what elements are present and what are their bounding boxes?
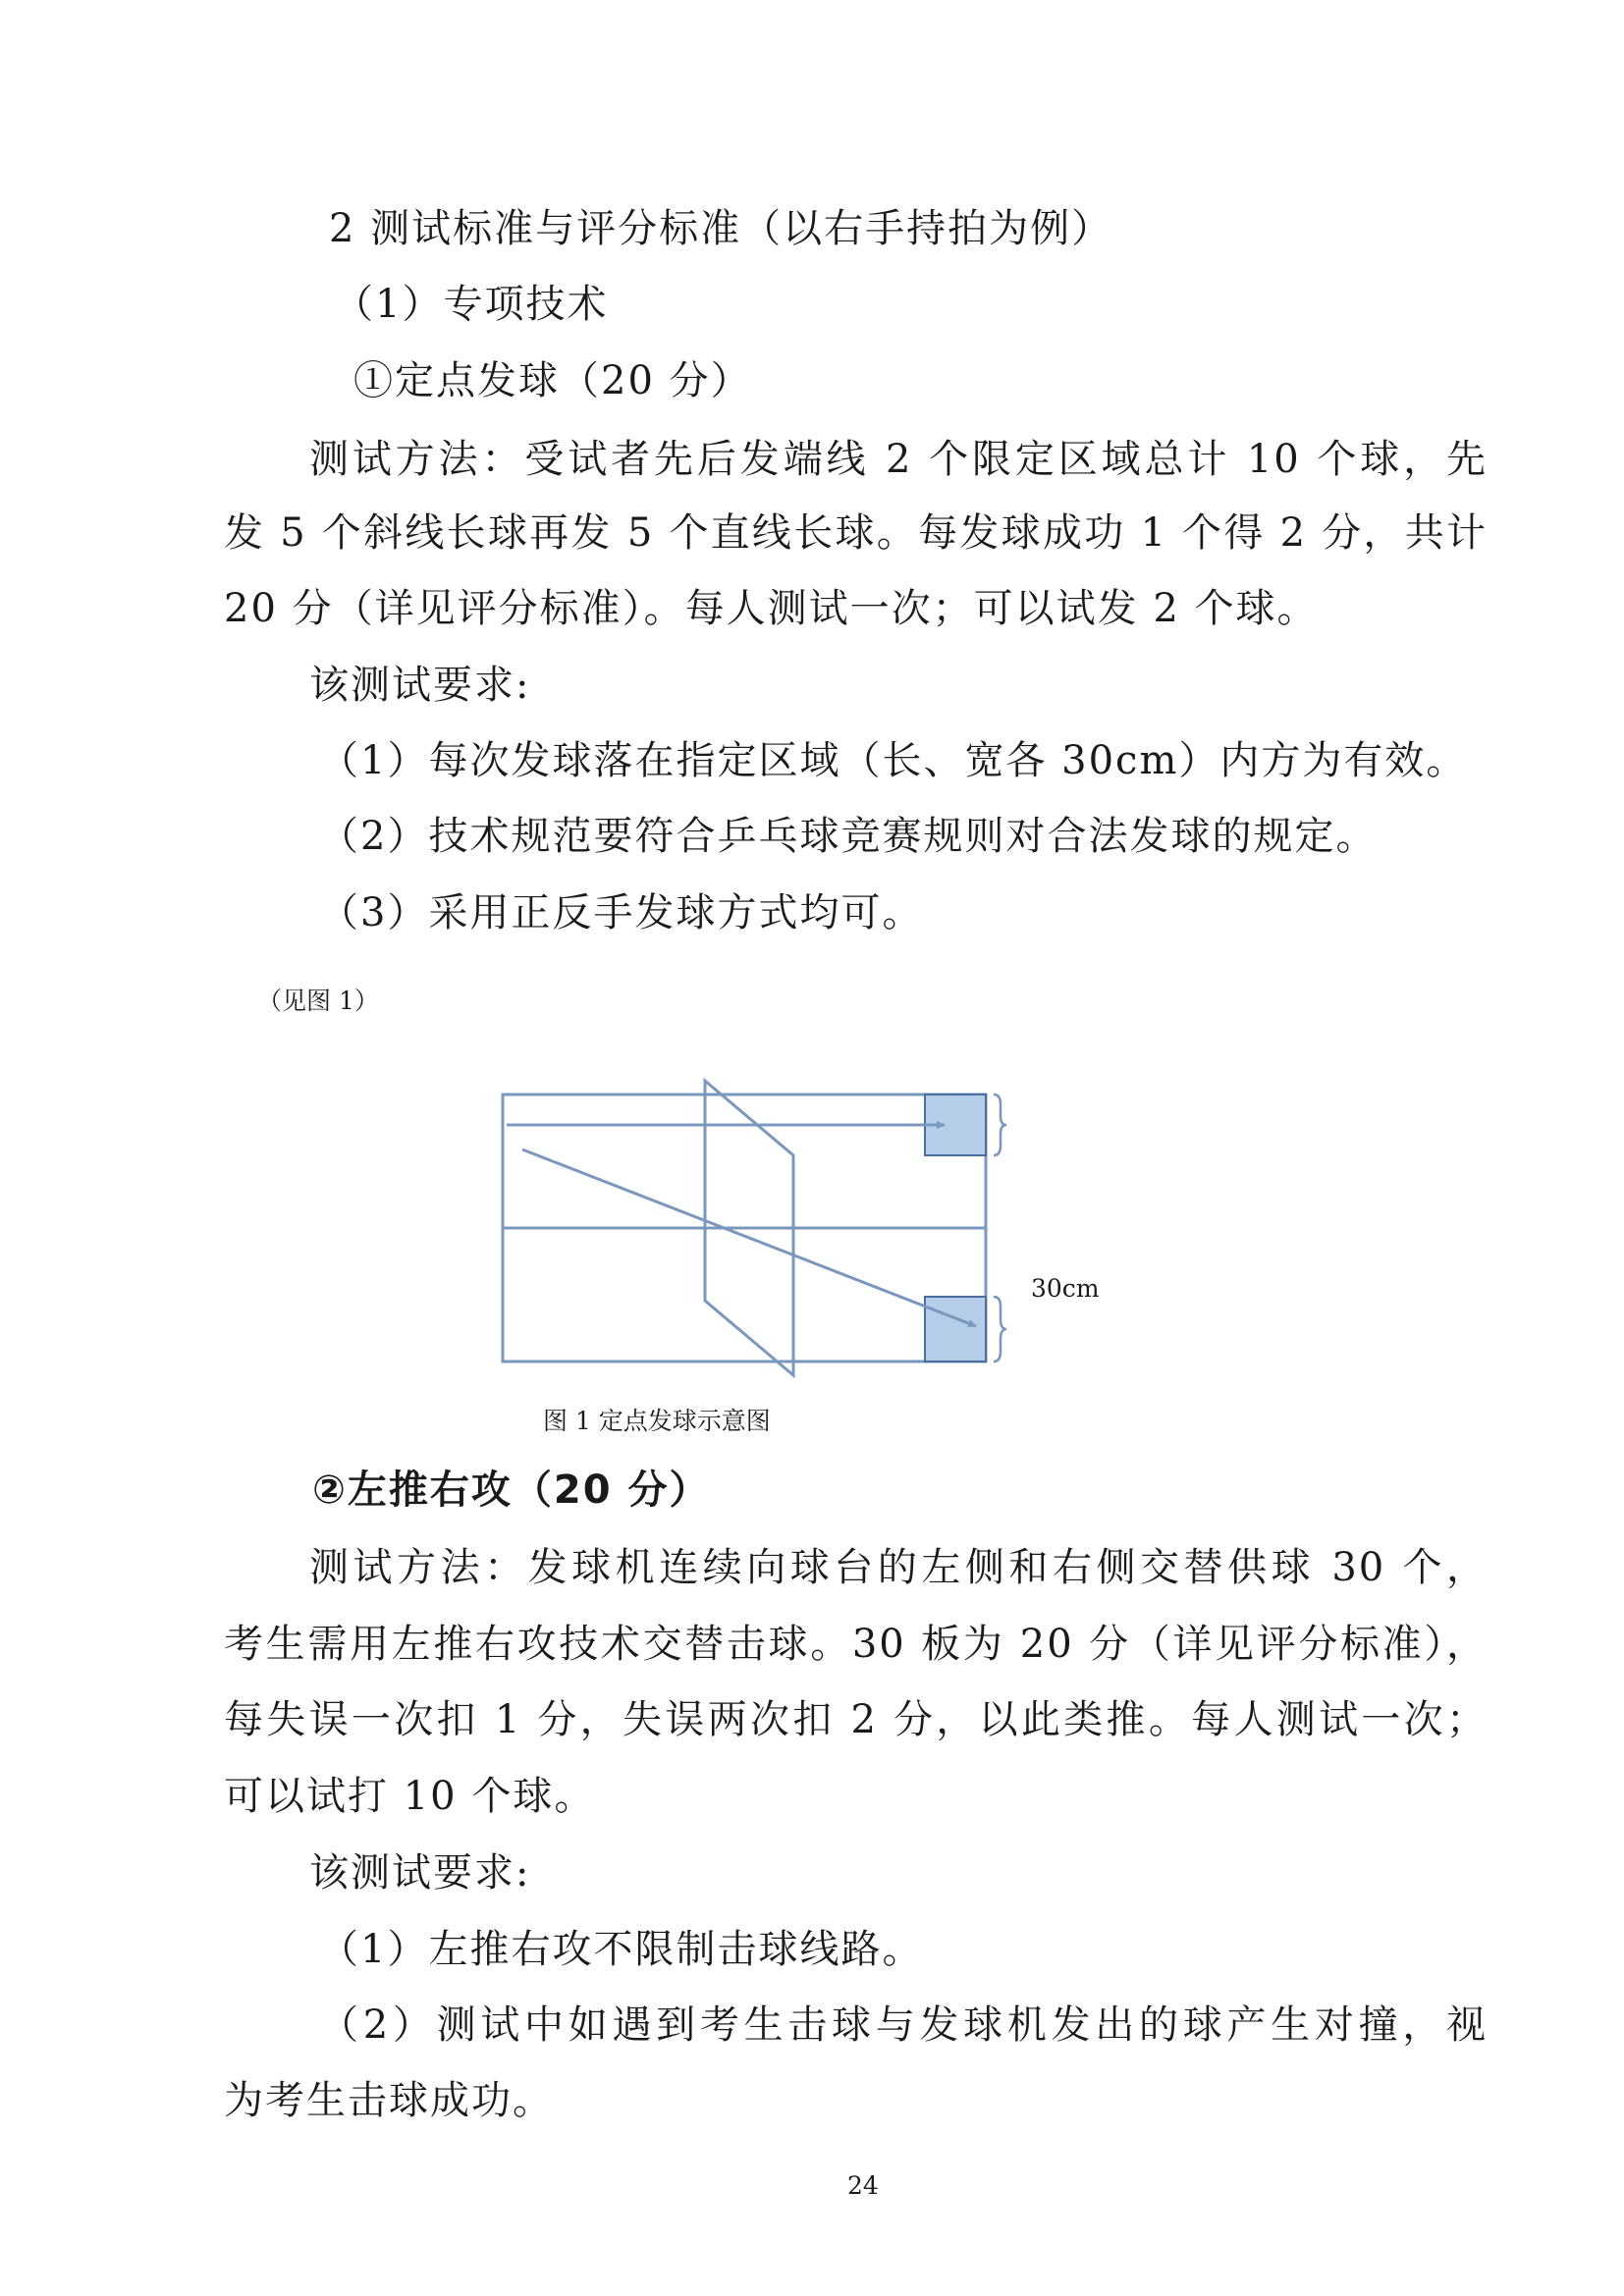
paragraph-line: 每失误一次扣 1 分，失误两次扣 2 分，以此类推。每人测试一次； [224,1697,1488,1742]
requirement-item: （3）采用正反手发球方式均可。 [319,890,924,935]
paragraph-line: 可以试打 10 个球。 [224,1774,596,1819]
brace-top [994,1095,1006,1155]
figure-reference: （见图 1） [257,987,379,1015]
serve-diagram [491,1065,1100,1379]
requirement-item: （1）左推右攻不限制击球线路。 [319,1927,924,1972]
paragraph-line: 测试方法：受试者先后发端线 2 个限定区域总计 10 个球，先 [309,437,1488,482]
requirement-item: 为考生击球成功。 [224,2078,554,2123]
dimension-label: 30cm [1031,1274,1100,1303]
paragraph-line: 发 5 个斜线长球再发 5 个直线长球。每发球成功 1 个得 2 分，共计 [224,510,1488,556]
requirement-item: （2）测试中如遇到考生击球与发球机发出的球产生对撞，视 [319,2002,1488,2048]
requirements-title: 该测试要求: [309,1850,531,1896]
brace-bottom [994,1297,1006,1362]
requirement-item: （1）每次发球落在指定区域（长、宽各 30cm）内方为有效。 [319,738,1468,783]
diagonal-serve-arrow [522,1149,976,1326]
item-title: ②左推右攻（20 分） [312,1468,711,1513]
subsection-title: （1）专项技术 [334,282,609,327]
figure-caption: 图 1 定点发球示意图 [543,1407,771,1435]
paragraph-line: 测试方法：发球机连续向球台的左侧和右侧交替供球 30 个， [309,1545,1488,1590]
paragraph-line: 考生需用左推右攻技术交替击球。30 板为 20 分（详见评分标准）， [224,1622,1488,1667]
requirement-item: （2）技术规范要符合乒乓球竞赛规则对合法发球的规定。 [319,814,1378,859]
section-heading: 2 测试标准与评分标准（以右手持拍为例） [329,206,1113,251]
requirements-title: 该测试要求: [309,663,531,708]
page-number: 24 [847,2171,879,2200]
paragraph-line: 20 分（详见评分标准）。每人测试一次；可以试发 2 个球。 [224,586,1319,631]
target-zone-bottom [925,1297,986,1362]
item-title: ①定点发球（20 分） [353,358,752,403]
